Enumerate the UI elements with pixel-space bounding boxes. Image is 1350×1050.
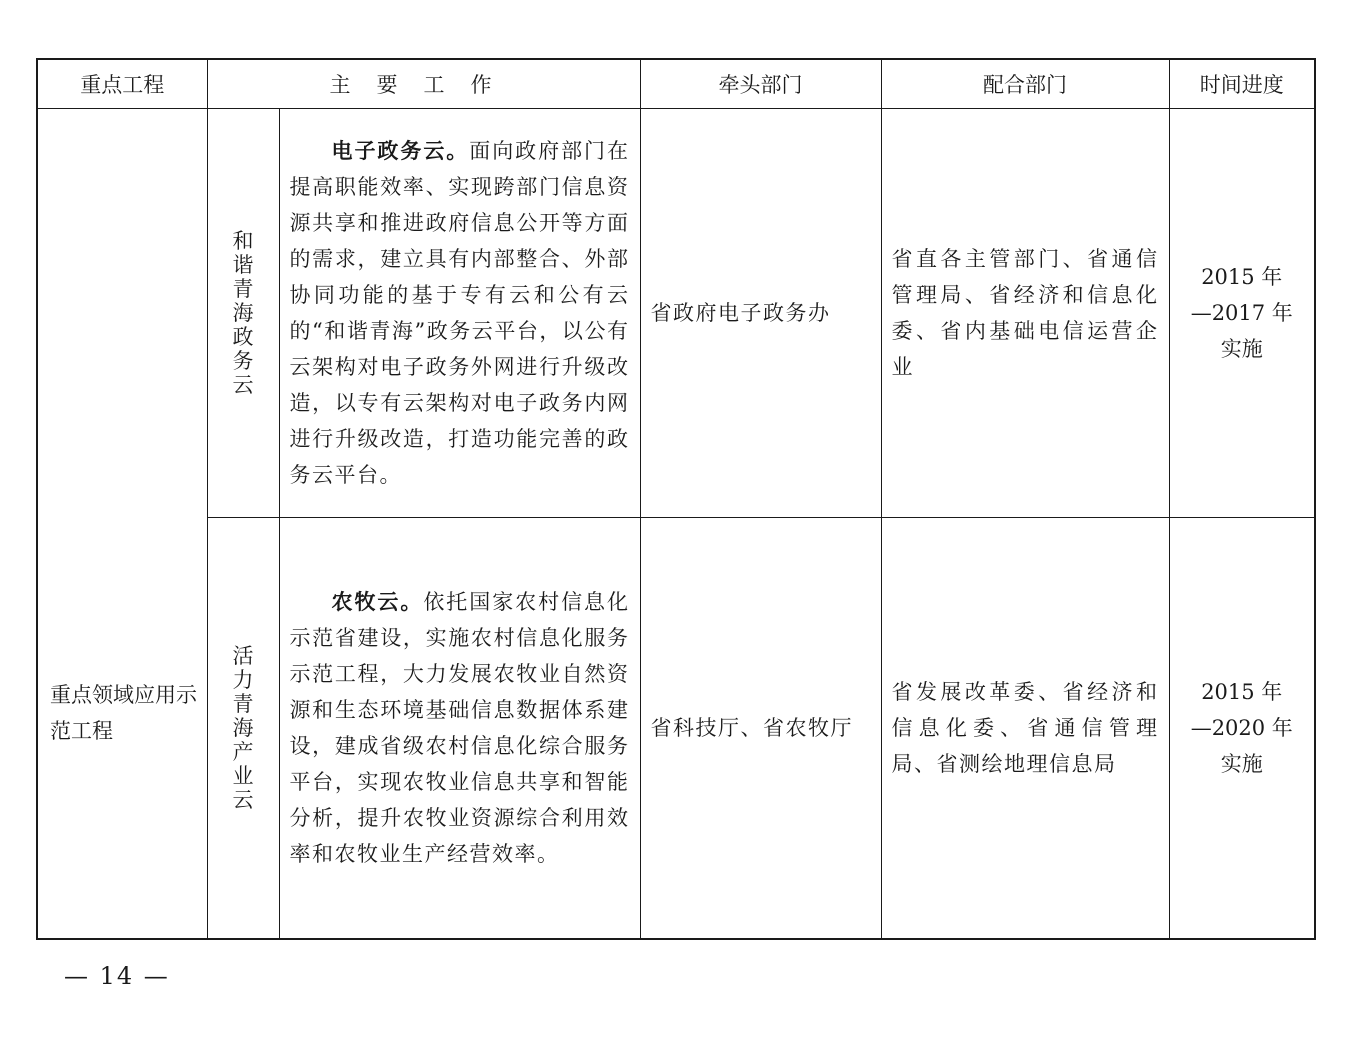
category-label: 重点领域应用示范工程 — [50, 683, 197, 744]
subproject-char: 谐 — [232, 253, 254, 277]
table-row — [37, 109, 1315, 518]
project-table — [36, 58, 1316, 940]
subproject-char: 海 — [232, 301, 254, 325]
header-lead-dept: 牵头部门 — [640, 59, 881, 109]
page-number: — 14 — — [64, 962, 170, 990]
schedule-status: 实施 — [1220, 337, 1263, 361]
schedule — [1169, 518, 1315, 939]
header-schedule: 时间进度 — [1169, 59, 1315, 109]
lead-dept: 省政府电子政务办 — [640, 109, 881, 518]
subproject-char: 云 — [232, 373, 254, 397]
work-title: 农牧云。 — [331, 588, 424, 614]
schedule-start: 2015 年 — [1201, 265, 1283, 289]
header-project: 重点工程 — [37, 59, 207, 109]
header-coop-dept: 配合部门 — [881, 59, 1169, 109]
subproject-char: 青 — [232, 277, 254, 301]
subproject-char: 产 — [232, 739, 254, 764]
table-row — [37, 518, 1315, 939]
subproject-char: 云 — [232, 787, 254, 812]
work-description — [279, 518, 640, 939]
subproject-char: 业 — [232, 763, 254, 788]
coop-dept: 省发展改革委、省经济和信息化委、省通信管理局、省测绘地理信息局 — [881, 518, 1169, 939]
subproject-char: 力 — [232, 667, 254, 692]
schedule-end: —2017 年 — [1190, 301, 1293, 325]
work-body: 依托国家农村信息化示范省建设，实施农村信息化服务示范工程，大力发展农牧业自然资源和生态环境基础信息数据体系建设，建成省级农村信息化综合服务平台，实现农牧业信息共享和智能分析，提升农牧业资源综合利用效率和农牧业生产经营效率。 — [289, 589, 630, 866]
work-description — [279, 109, 640, 518]
subproject-char: 青 — [232, 691, 254, 716]
table-header-row — [37, 59, 1315, 109]
subproject-char: 和 — [232, 229, 254, 253]
coop-dept: 省直各主管部门、省通信管理局、省经济和信息化委、省内基础电信运营企业 — [881, 109, 1169, 518]
schedule-end: —2020 年 — [1190, 715, 1293, 740]
schedule — [1169, 109, 1315, 518]
subproject-char: 活 — [232, 643, 254, 668]
lead-dept: 省科技厅、省农牧厅 — [640, 518, 881, 939]
subproject-char: 政 — [232, 325, 254, 349]
schedule-status: 实施 — [1220, 751, 1263, 776]
schedule-start: 2015 年 — [1201, 679, 1283, 704]
subproject-name — [207, 109, 279, 518]
header-main-work: 主要工作 — [207, 59, 640, 109]
work-body: 面向政府部门在提高职能效率、实现跨部门信息资源共享和推进政府信息公开等方面的需求，建立具有内部整合、外部协同功能的基于专有云和公有云的“和谐青海”政务云平台，以公有云架构对电子政务外网进行升级改造，以专有云架构对电子政务内网进行升级改造，打造功能完善的政务云平台。 — [289, 139, 630, 487]
subproject-name — [207, 518, 279, 939]
category-cell — [37, 109, 207, 939]
subproject-char: 海 — [232, 715, 254, 740]
subproject-char: 务 — [232, 349, 254, 373]
work-title: 电子政务云。 — [331, 138, 470, 163]
